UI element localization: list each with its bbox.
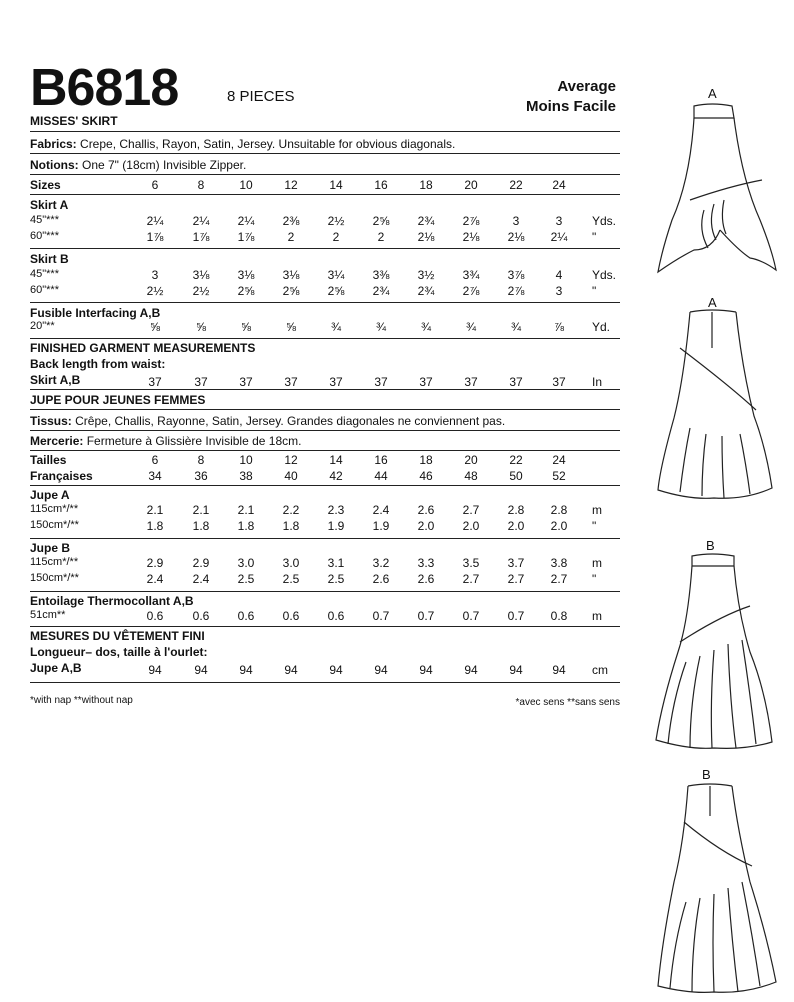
- table-cell: 3: [151, 268, 159, 282]
- table-cell: 2.4: [192, 572, 210, 586]
- table-cell: 37: [464, 375, 478, 389]
- table-cell: 37: [374, 375, 388, 389]
- divider: [30, 248, 620, 249]
- table-cell: 0.6: [146, 609, 164, 623]
- row-label: 60"***: [30, 284, 59, 296]
- table-cell: 37: [329, 375, 343, 389]
- table-cell: 94: [148, 663, 162, 677]
- table-cell: ⅝: [285, 320, 296, 334]
- table-cell: 2⅞: [462, 284, 480, 298]
- table-cell: 42: [329, 469, 343, 483]
- table-cell: 2¾: [417, 214, 435, 228]
- row-label: 150cm*/**: [30, 572, 79, 584]
- table-cell: 52: [552, 469, 566, 483]
- table-cell: 2¼: [550, 230, 568, 244]
- table-cell: 37: [284, 375, 298, 389]
- finished-label: FINISHED GARMENT MEASUREMENTS: [30, 341, 256, 355]
- table-cell: 3⅛: [282, 268, 300, 282]
- table-cell: 2: [377, 230, 385, 244]
- table-cell: ¾: [330, 320, 341, 334]
- unit-label: ": [592, 284, 597, 298]
- table-cell: 3⅛: [237, 268, 255, 282]
- table-cell: 0.8: [550, 609, 568, 623]
- table-cell: 0.7: [372, 609, 390, 623]
- tailles-label: Tailles: [30, 453, 67, 467]
- table-cell: 2.1: [192, 503, 210, 517]
- table-cell: 3: [512, 214, 520, 228]
- table-cell: 3¼: [327, 268, 345, 282]
- table-cell: 2⅛: [462, 230, 480, 244]
- table-cell: 2.5: [237, 572, 255, 586]
- skirt-a-back-illustration: [650, 308, 780, 508]
- francaises-label: Françaises: [30, 469, 93, 483]
- divider: [30, 338, 620, 339]
- table-cell: 2⅝: [372, 214, 390, 228]
- table-cell: 3.1: [327, 556, 345, 570]
- table-cell: 3¾: [462, 268, 480, 282]
- table-cell: 0.7: [462, 609, 480, 623]
- table-cell: 2.7: [462, 572, 480, 586]
- table-cell: 1⅞: [146, 230, 164, 244]
- table-cell: 2.6: [417, 503, 435, 517]
- table-cell: 8: [197, 453, 205, 467]
- row-label: 150cm*/**: [30, 519, 79, 531]
- table-cell: 16: [374, 453, 388, 467]
- table-cell: 3.8: [550, 556, 568, 570]
- divider: [30, 194, 620, 195]
- table-cell: 12: [284, 453, 298, 467]
- table-cell: 38: [239, 469, 253, 483]
- row-label: 115cm*/**: [30, 503, 79, 515]
- table-cell: 1⅞: [192, 230, 210, 244]
- table-cell: 2⅝: [237, 284, 255, 298]
- table-cell: ¾: [465, 320, 476, 334]
- jupe-a-label: Jupe A: [30, 488, 70, 502]
- table-cell: 0.7: [417, 609, 435, 623]
- sizes-label: Sizes: [30, 178, 61, 192]
- table-cell: 94: [552, 663, 566, 677]
- table-cell: 1⅞: [237, 230, 255, 244]
- table-cell: 2⅝: [282, 284, 300, 298]
- unit-label: ": [592, 572, 597, 586]
- table-cell: 3⅞: [507, 268, 525, 282]
- table-cell: 20: [464, 453, 478, 467]
- jupe-b-label: Jupe B: [30, 541, 71, 555]
- illustration-label: B: [706, 538, 715, 553]
- divider: [30, 430, 620, 431]
- table-cell: 2.1: [237, 503, 255, 517]
- table-cell: 3.0: [237, 556, 255, 570]
- table-cell: 2⅛: [507, 230, 525, 244]
- table-cell: 2⅜: [282, 214, 300, 228]
- table-cell: 14: [329, 453, 343, 467]
- table-cell: 2⅞: [507, 284, 525, 298]
- table-cell: ¾: [510, 320, 521, 334]
- table-cell: 37: [509, 375, 523, 389]
- divider: [30, 591, 620, 592]
- jupe-ab-label: Jupe A,B: [30, 661, 82, 675]
- divider: [30, 409, 620, 410]
- table-cell: 2.1: [146, 503, 164, 517]
- table-cell: 3: [555, 284, 563, 298]
- table-cell: 2.8: [550, 503, 568, 517]
- divider: [30, 302, 620, 303]
- table-cell: 2: [332, 230, 340, 244]
- table-cell: 2.4: [372, 503, 390, 517]
- table-cell: 3⅜: [372, 268, 390, 282]
- entoilage-label: Entoilage Thermocollant A,B: [30, 594, 194, 608]
- table-cell: ⅞: [553, 320, 564, 334]
- table-cell: 3½: [417, 268, 435, 282]
- table-cell: 2.5: [327, 572, 345, 586]
- unit-label: cm: [592, 663, 608, 677]
- row-label: 45"***: [30, 214, 59, 226]
- table-cell: 3.7: [507, 556, 525, 570]
- table-cell: 2¾: [417, 284, 435, 298]
- table-cell: 2.8: [507, 503, 525, 517]
- table-cell: 2.7: [507, 572, 525, 586]
- table-cell: 1.8: [237, 519, 255, 533]
- unit-label: m: [592, 503, 602, 517]
- divider: [30, 538, 620, 539]
- table-cell: 4: [555, 268, 563, 282]
- divider: [30, 682, 620, 683]
- skirt-a-front-illustration: [650, 100, 780, 280]
- table-cell: 0.6: [327, 609, 345, 623]
- divider: [30, 174, 620, 175]
- table-cell: 2.9: [146, 556, 164, 570]
- table-cell: 2½: [327, 214, 345, 228]
- mesures-label: MESURES DU VÊTEMENT FINI: [30, 629, 205, 643]
- size-cell: 8: [197, 178, 205, 192]
- difficulty-en: Average: [557, 78, 616, 95]
- skirt-b-label: Skirt B: [30, 252, 69, 266]
- row-label: 60"***: [30, 230, 59, 242]
- table-cell: 22: [509, 453, 523, 467]
- table-cell: 94: [374, 663, 388, 677]
- size-cell: 10: [239, 178, 253, 192]
- row-label: 45"***: [30, 268, 59, 280]
- table-cell: 2.0: [462, 519, 480, 533]
- french-title: JUPE POUR JEUNES FEMMES: [30, 393, 206, 407]
- table-cell: 2.9: [192, 556, 210, 570]
- table-cell: 40: [284, 469, 298, 483]
- table-cell: 94: [419, 663, 433, 677]
- table-cell: 2½: [146, 284, 164, 298]
- table-cell: 36: [194, 469, 208, 483]
- row-label: 115cm*/**: [30, 556, 79, 568]
- table-cell: 2⅝: [327, 284, 345, 298]
- table-cell: 2.7: [462, 503, 480, 517]
- table-cell: 37: [552, 375, 566, 389]
- table-cell: 2¼: [146, 214, 164, 228]
- longueur-label: Longueur– dos, taille à l'ourlet:: [30, 645, 208, 659]
- divider: [30, 389, 620, 390]
- pieces-count: 8 PIECES: [227, 88, 295, 105]
- unit-label: ": [592, 519, 597, 533]
- table-cell: 24: [552, 453, 566, 467]
- fabrics-line: Fabrics: Crepe, Challis, Rayon, Satin, Jersey. Unsuitable for obvious diagonals.: [30, 137, 456, 151]
- table-cell: 3.5: [462, 556, 480, 570]
- illustration-label: B: [702, 767, 711, 782]
- skirt-ab-label: Skirt A,B: [30, 373, 81, 387]
- table-cell: 3: [555, 214, 563, 228]
- footnote-en: *with nap **without nap: [30, 695, 133, 706]
- table-cell: 48: [464, 469, 478, 483]
- table-cell: 3.2: [372, 556, 390, 570]
- unit-label: Yds.: [592, 268, 617, 282]
- divider: [30, 450, 620, 451]
- table-cell: 37: [419, 375, 433, 389]
- unit-label: Yd.: [592, 320, 611, 334]
- table-cell: 3.3: [417, 556, 435, 570]
- table-cell: 0.7: [507, 609, 525, 623]
- table-cell: ¾: [420, 320, 431, 334]
- table-cell: 1.8: [282, 519, 300, 533]
- back-length-label: Back length from waist:: [30, 357, 166, 371]
- table-cell: 0.6: [237, 609, 255, 623]
- divider: [30, 485, 620, 486]
- table-cell: 1.8: [192, 519, 210, 533]
- table-cell: 2¼: [237, 214, 255, 228]
- table-cell: 2.3: [327, 503, 345, 517]
- table-cell: 2.4: [146, 572, 164, 586]
- table-cell: 1.9: [372, 519, 390, 533]
- table-cell: 2.7: [550, 572, 568, 586]
- table-cell: 2½: [192, 284, 210, 298]
- row-label: 51cm**: [30, 609, 66, 621]
- table-cell: 2⅞: [462, 214, 480, 228]
- table-cell: 10: [239, 453, 253, 467]
- divider: [30, 153, 620, 154]
- subtitle: MISSES' SKIRT: [30, 114, 118, 128]
- table-cell: ⅝: [240, 320, 251, 334]
- table-cell: 94: [464, 663, 478, 677]
- notions-line: Notions: One 7" (18cm) Invisible Zipper.: [30, 158, 247, 172]
- size-cell: 16: [374, 178, 388, 192]
- table-cell: 37: [148, 375, 162, 389]
- table-cell: 2.0: [507, 519, 525, 533]
- illustration-label: A: [708, 86, 717, 101]
- size-cell: 18: [419, 178, 433, 192]
- size-cell: 14: [329, 178, 343, 192]
- size-cell: 6: [151, 178, 159, 192]
- table-cell: 50: [509, 469, 523, 483]
- footnote-fr: *avec sens **sans sens: [515, 697, 620, 708]
- unit-label: m: [592, 556, 602, 570]
- table-cell: 94: [194, 663, 208, 677]
- skirt-b-back-illustration: [650, 782, 780, 997]
- table-cell: 6: [151, 453, 159, 467]
- table-cell: 2.5: [282, 572, 300, 586]
- table-cell: 2¼: [192, 214, 210, 228]
- table-cell: 2.6: [372, 572, 390, 586]
- table-cell: 3.0: [282, 556, 300, 570]
- table-cell: 2.0: [417, 519, 435, 533]
- unit-label: Yds.: [592, 214, 617, 228]
- table-cell: 2: [287, 230, 295, 244]
- interfacing-label: Fusible Interfacing A,B: [30, 306, 161, 320]
- table-cell: 2⅛: [417, 230, 435, 244]
- table-cell: 0.6: [192, 609, 210, 623]
- size-cell: 24: [552, 178, 566, 192]
- table-cell: 2¾: [372, 284, 390, 298]
- difficulty-fr: Moins Facile: [525, 98, 616, 115]
- divider: [30, 626, 620, 627]
- table-cell: 0.6: [282, 609, 300, 623]
- table-cell: 46: [419, 469, 433, 483]
- table-cell: 37: [239, 375, 253, 389]
- table-cell: 94: [239, 663, 253, 677]
- tissus-line: Tissus: Crêpe, Challis, Rayonne, Satin, Jersey. Grandes diagonales ne conviennent pas.: [30, 414, 506, 428]
- skirt-b-front-illustration: [650, 552, 780, 752]
- table-cell: 2.0: [550, 519, 568, 533]
- table-cell: ⅝: [149, 320, 160, 334]
- pattern-code: B6818: [30, 59, 179, 117]
- unit-label: ": [592, 230, 597, 244]
- table-cell: 18: [419, 453, 433, 467]
- table-cell: 34: [148, 469, 162, 483]
- table-cell: 94: [509, 663, 523, 677]
- divider: [30, 131, 620, 132]
- table-cell: 37: [194, 375, 208, 389]
- skirt-a-label: Skirt A: [30, 198, 69, 212]
- table-cell: 1.8: [146, 519, 164, 533]
- table-cell: 94: [329, 663, 343, 677]
- mercerie-line: Mercerie: Fermeture à Glissière Invisible de 18cm.: [30, 434, 302, 448]
- table-cell: ¾: [375, 320, 386, 334]
- unit-label: m: [592, 609, 602, 623]
- table-cell: 1.9: [327, 519, 345, 533]
- table-cell: ⅝: [195, 320, 206, 334]
- size-cell: 20: [464, 178, 478, 192]
- size-cell: 12: [284, 178, 298, 192]
- size-cell: 22: [509, 178, 523, 192]
- table-cell: 3⅛: [192, 268, 210, 282]
- table-cell: 2.6: [417, 572, 435, 586]
- table-cell: 2.2: [282, 503, 300, 517]
- table-cell: 94: [284, 663, 298, 677]
- row-label: 20"**: [30, 320, 55, 332]
- illustration-label: A: [708, 295, 717, 310]
- table-cell: 44: [374, 469, 388, 483]
- unit-label: In: [592, 375, 603, 389]
